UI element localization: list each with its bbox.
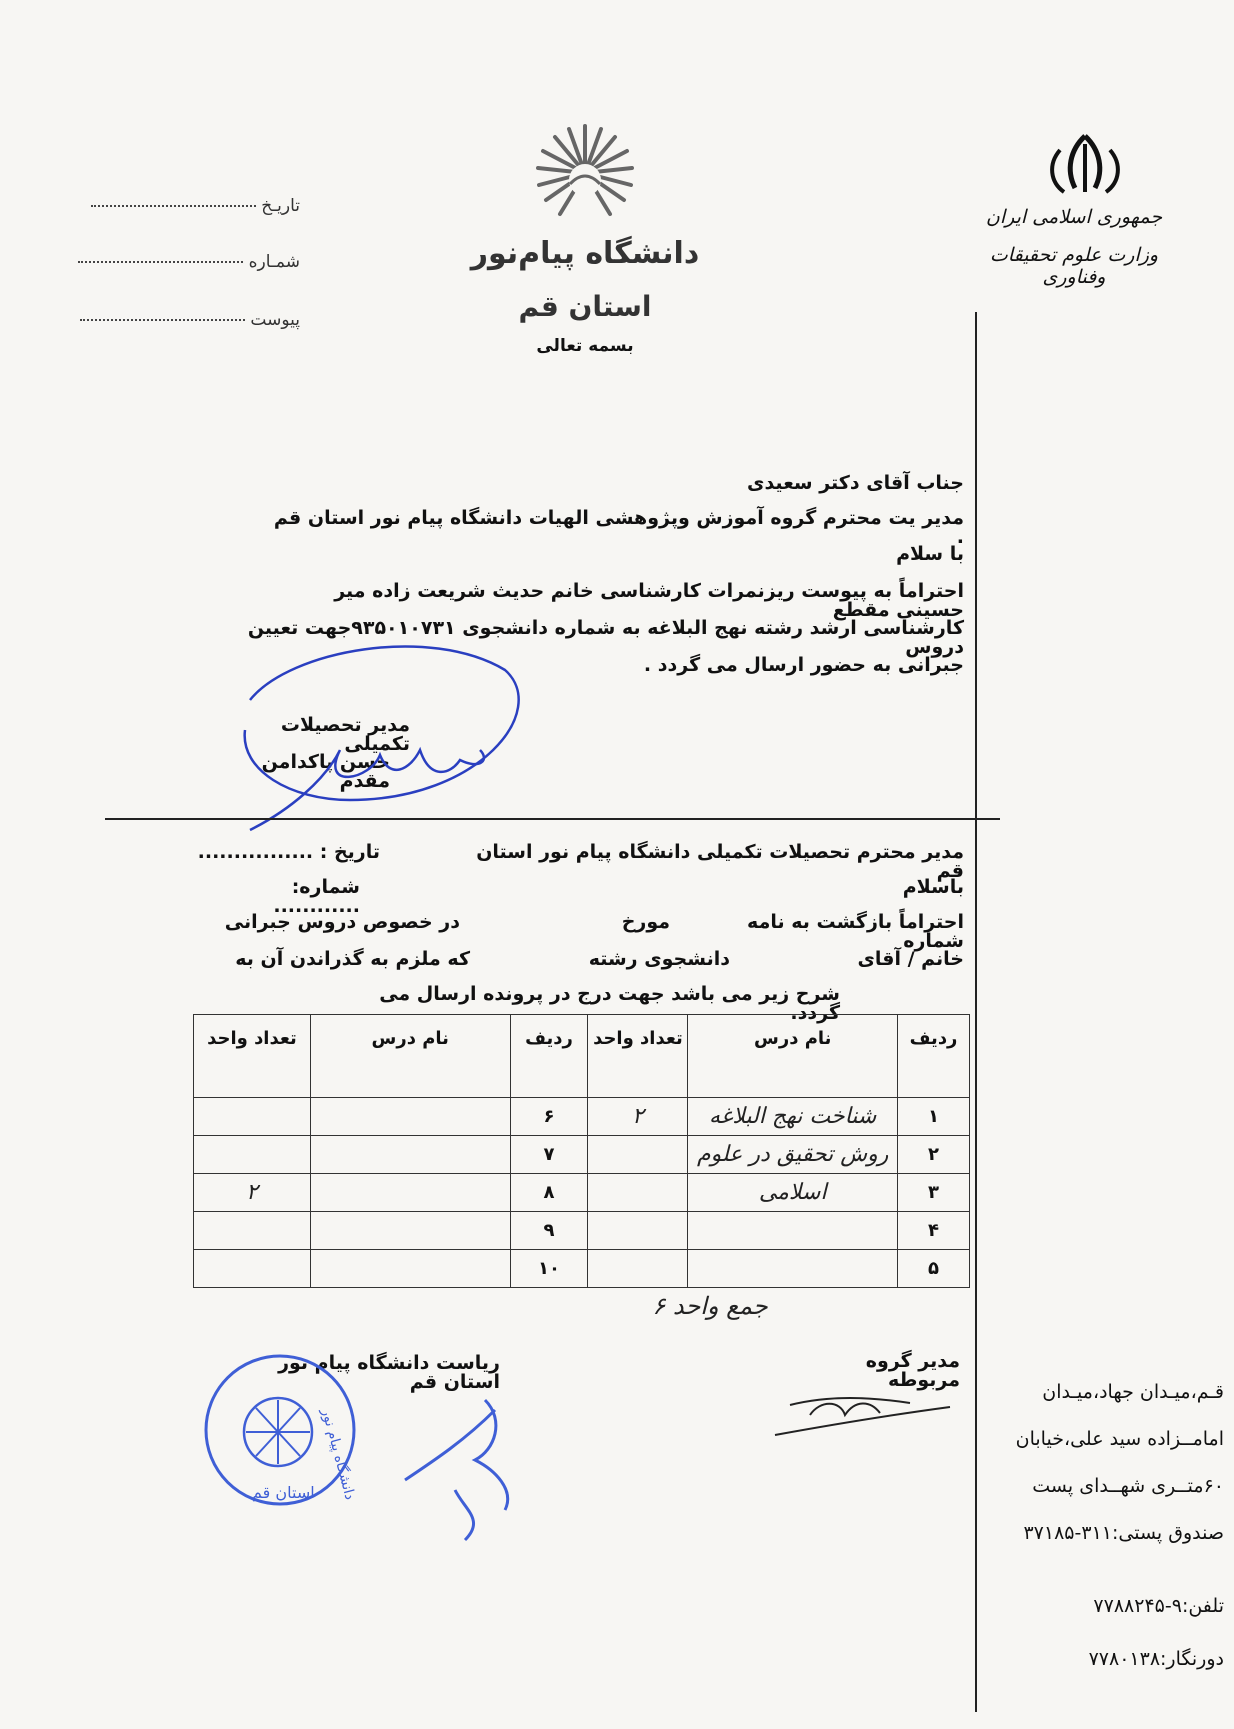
row-number: ۵ <box>898 1250 970 1288</box>
row-number: ۶ <box>510 1098 588 1136</box>
table-header-row <box>194 1015 970 1098</box>
po-box: صندوق پستی:۳۱۱-۳۷۱۸۵ <box>1023 1522 1224 1544</box>
government-line: جمهوری اسلامی ایران <box>985 206 1163 228</box>
course-name: اسلامی <box>688 1174 898 1212</box>
letter1-greeting: با سلام <box>896 543 964 565</box>
letter1-recipient-title: مدیر یت محترم گروه آموزش وپژوهشی الهیات دانشگاه پیام نور استان قم . <box>273 507 964 548</box>
section-divider <box>105 818 1000 820</box>
table-row <box>194 1098 970 1136</box>
column-header: نام درس <box>310 1015 510 1098</box>
column-header: ردیف <box>510 1015 588 1098</box>
signature-icon <box>230 630 540 840</box>
attachment-field-value <box>80 319 245 321</box>
letter2-greeting: باسلام <box>902 876 964 898</box>
iran-emblem-icon <box>1040 130 1130 200</box>
presidency-title: ریاست دانشگاه پیام نور استان قم <box>278 1352 500 1393</box>
course-units <box>194 1136 311 1174</box>
ministry-line: وزارت علوم تحقیقات وفناوری <box>989 244 1159 288</box>
course-name <box>310 1098 510 1136</box>
payame-noor-logo-icon <box>530 118 640 228</box>
province-name: استان قم <box>518 290 652 323</box>
letter2-obligation: که ملزم به گذراندن آن به <box>235 948 470 970</box>
course-units <box>588 1174 688 1212</box>
attachment-field <box>60 310 300 330</box>
table-row <box>194 1212 970 1250</box>
date-field <box>60 196 300 216</box>
group-head-title: مدیر گروه مربوطه <box>865 1350 960 1391</box>
letter2-reference-subject: در خصوص دروس جبرانی <box>224 911 460 933</box>
address-line: امامــزاده سید علی،خیابان <box>1015 1428 1224 1450</box>
letter2-recipient: مدیر محترم تحصیلات تکمیلی دانشگاه پیام نور استان قم <box>476 841 964 882</box>
letter1-addressee: جناب آقای دکتر سعیدی <box>747 472 964 494</box>
letter2-date-label: تاریخ : ................ <box>197 841 380 863</box>
course-name <box>688 1212 898 1250</box>
president-signature-icon <box>395 1380 545 1560</box>
courses-table <box>193 1014 970 1288</box>
letter1-signer-name: حسن پاکدامن مقدم <box>261 751 390 792</box>
course-units <box>588 1212 688 1250</box>
vertical-divider <box>975 312 977 1712</box>
letter2-number-label: شماره: ............ <box>273 876 360 917</box>
course-units: ۲ <box>194 1174 311 1212</box>
letter1-body-line: احتراماً به پیوست ریزنمرات کارشناسی خانم حدیث شریعت زاده میر حسینی مقطع <box>334 580 964 621</box>
letter2-instruction: شرح زیر می باشد جهت درج در پرونده ارسال می گردد. <box>379 983 840 1024</box>
attachment-field-label: پیوست <box>250 310 300 330</box>
fax-number: دورنگار:۷۷۸۰۱۳۸ <box>1088 1648 1224 1670</box>
university-stamp-icon <box>200 1350 360 1510</box>
letter2-student: خانم / آقای <box>857 948 964 970</box>
row-number: ۴ <box>898 1212 970 1250</box>
row-number: ۹ <box>510 1212 588 1250</box>
table-row <box>194 1250 970 1288</box>
university-name: دانشگاه پیام‌نور <box>470 236 700 271</box>
stamp-text-bottom: استان قم <box>252 1483 315 1502</box>
course-name <box>310 1212 510 1250</box>
handwritten-total: جمع واحد ۶ <box>652 1292 768 1320</box>
date-field-value <box>91 205 256 207</box>
address-line: ۶۰متــری شهــدای پست <box>1032 1475 1224 1497</box>
letter2-reference-date: مورخ <box>621 911 670 933</box>
course-units: ۲ <box>588 1098 688 1136</box>
course-units <box>588 1136 688 1174</box>
letter1-body-line: جبرانی به حضور ارسال می گردد . <box>643 654 964 676</box>
stamp-text-top: دانشگاه پیام نور <box>318 1406 358 1502</box>
course-units <box>194 1250 311 1288</box>
number-field-value <box>78 261 243 263</box>
column-header: نام درس <box>688 1015 898 1098</box>
course-units <box>588 1250 688 1288</box>
number-field-label: شمـاره <box>248 252 300 272</box>
course-units <box>194 1212 311 1250</box>
course-name <box>310 1136 510 1174</box>
table-row <box>194 1174 970 1212</box>
row-number: ۷ <box>510 1136 588 1174</box>
number-field <box>60 252 300 272</box>
address-line: قـم،میـدان جهاد،میـدان <box>1042 1381 1224 1403</box>
course-units <box>194 1098 311 1136</box>
group-head-signature-icon <box>770 1375 970 1445</box>
date-field-label: تاریـخ <box>261 196 300 216</box>
row-number: ۲ <box>898 1136 970 1174</box>
row-number: ۸ <box>510 1174 588 1212</box>
column-header: تعداد واحد <box>588 1015 688 1098</box>
table-row <box>194 1136 970 1174</box>
row-number: ۱ <box>898 1098 970 1136</box>
letter1-signer-title: مدیر تحصیلات تکمیلی <box>280 714 410 755</box>
invocation: بسمه تعالی <box>536 336 634 356</box>
course-name <box>310 1174 510 1212</box>
column-header: ردیف <box>898 1015 970 1098</box>
row-number: ۳ <box>898 1174 970 1212</box>
phone-number: تلفن:۹-۷۷۸۸۲۴۵ <box>1093 1595 1224 1617</box>
letter2-reference: احتراماً بازگشت به نامه شماره <box>747 911 964 952</box>
row-number: ۱۰ <box>510 1250 588 1288</box>
course-name <box>688 1250 898 1288</box>
course-name: روش تحقیق در علوم <box>688 1136 898 1174</box>
letter2-major: دانشجوی رشته <box>588 948 730 970</box>
letter1-body-line: کارشناسی ارشد رشته نهج البلاغه به شماره دانشجوی ۹۳۵۰۱۰۷۳۱جهت تعیین دروس <box>247 617 964 658</box>
column-header: تعداد واحد <box>194 1015 311 1098</box>
course-name <box>310 1250 510 1288</box>
course-name: شناخت نهج البلاغه <box>688 1098 898 1136</box>
